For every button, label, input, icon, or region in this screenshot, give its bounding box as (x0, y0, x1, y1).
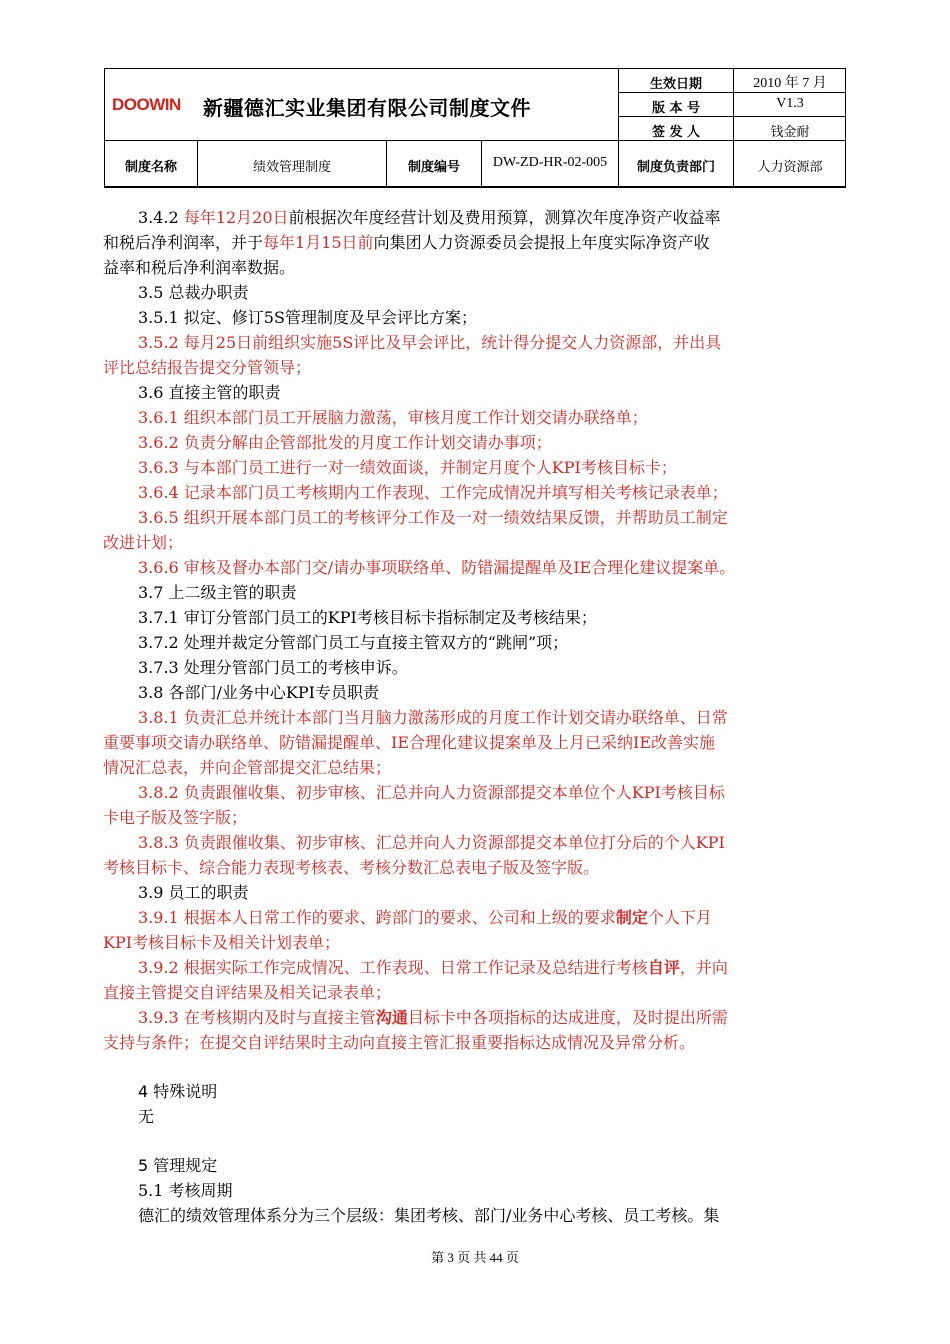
section-5-1-heading: 5.1 考核周期 (138, 1181, 233, 1200)
item-3-9-3-line-1: 3.9.3 在考核期内及时与直接主管沟通目标卡中各项指标的达成进度，及时提出所需 (138, 1008, 728, 1027)
section-3-7-heading: 3.7 上二级主管的职责 (138, 583, 297, 602)
version-label: 版 本 号 (651, 101, 701, 116)
item-3-8-3-line-1: 3.8.3 负责跟催收集、初步审核、汇总并向人力资源部提交本单位打分后的个人KPI (138, 833, 725, 852)
item-3-6-5-line-2: 改进计划； (103, 533, 184, 552)
responsible-dept-label: 制度负责部门 (636, 160, 715, 175)
section-4-body: 无 (138, 1107, 155, 1126)
item-3-8-1-line-3: 情况汇总表，并向企管部提交汇总结果； (103, 758, 392, 777)
para-3-4-2-line-1: 3.4.2 每年12月20日前根据次年度经营计划及费用预算，测算次年度净资产收益率 (138, 208, 721, 227)
effective-date-value: 2010 年 7 月 (753, 76, 827, 91)
item-3-6-1: 3.6.1 组织本部门员工开展脑力激荡，审核月度工作计划交请办联络单； (138, 408, 648, 427)
policy-name-value: 绩效管理制度 (252, 160, 331, 175)
company-logo: DOOWIN (112, 95, 181, 114)
item-3-8-3-line-2: 考核目标卡、综合能力表现考核表、考核分数汇总表电子版及签字版。 (103, 858, 600, 877)
item-3-7-3: 3.7.3 处理分管部门员工的考核申诉。 (138, 658, 408, 677)
issuer-label: 签 发 人 (651, 125, 701, 140)
item-3-6-6: 3.6.6 审核及督办本部门交/请办事项联络单、防错漏提醒单及IE合理化建议提案单。 (138, 558, 736, 577)
item-3-5-2-line-2: 评比总结报告提交分管领导； (103, 358, 312, 377)
page-number-footer: 第 3 页 共 44 页 (431, 1250, 519, 1265)
item-3-8-1-line-2: 重要事项交请办联络单、防错漏提醒单、IE合理化建议提案单及上月已采纳IE改善实施 (103, 733, 716, 752)
policy-number-label: 制度编号 (407, 160, 460, 175)
item-3-5-2-line-1: 3.5.2 每月25日前组织实施5S评比及早会评比，统计得分提交人力资源部，并出具 (138, 333, 722, 352)
effective-date-label: 生效日期 (649, 77, 702, 92)
version-value: V1.3 (776, 96, 804, 111)
item-3-6-5-line-1: 3.6.5 组织开展本部门员工的考核评分工作及一对一绩效结果反馈，并帮助员工制定 (138, 508, 728, 527)
section-4-heading: 4 特殊说明 (138, 1082, 218, 1101)
item-3-6-3: 3.6.3 与本部门员工进行一对一绩效面谈，并制定月度个人KPI考核目标卡； (138, 458, 677, 477)
para-3-4-2-line-2: 和税后净利润率，并于每年1月15日前向集团人力资源委员会提报上年度实际净资产收 (103, 233, 710, 252)
section-3-5-heading: 3.5 总裁办职责 (138, 283, 249, 302)
item-3-9-1-line-2: KPI考核目标卡及相关计划表单； (103, 933, 341, 952)
responsible-dept-value: 人力资源部 (757, 160, 823, 175)
section-3-9-heading: 3.9 员工的职责 (138, 883, 249, 902)
item-3-9-1-line-1: 3.9.1 根据本人日常工作的要求、跨部门的要求、公司和上级的要求制定个人下月 (138, 908, 712, 927)
para-3-4-2-line-3: 益率和税后净利润率数据。 (103, 258, 296, 277)
company-title: 新疆德汇实业集团有限公司制度文件 (203, 96, 531, 120)
item-3-7-2: 3.7.2 处理并裁定分管部门员工与直接主管双方的“跳闸”项； (138, 633, 569, 652)
item-3-9-3-line-2: 支持与条件；在提交自评结果时主动向直接主管汇报重要指标达成情况及异常分析。 (103, 1033, 696, 1052)
item-3-7-1: 3.7.1 审订分管部门员工的KPI考核目标卡指标制定及考核结果； (138, 608, 597, 627)
section-3-8-heading: 3.8 各部门/业务中心KPI专员职责 (138, 683, 379, 702)
policy-number-value: DW-ZD-HR-02-005 (492, 155, 608, 170)
section-5-heading: 5 管理规定 (138, 1156, 218, 1175)
item-3-8-1-line-1: 3.8.1 负责汇总并统计本部门当月脑力激荡形成的月度工作计划交请办联络单、日常 (138, 708, 728, 727)
issuer-value: 钱金耐 (770, 125, 810, 140)
item-3-8-2-line-1: 3.8.2 负责跟催收集、初步审核、汇总并向人力资源部提交本单位个人KPI考核目标 (138, 783, 725, 802)
section-5-1-paragraph: 德汇的绩效管理体系分为三个层级：集团考核、部门/业务中心考核、员工考核。集 (138, 1206, 720, 1225)
item-3-9-2-line-2: 直接主管提交自评结果及相关记录表单； (103, 983, 392, 1002)
item-3-9-2-line-1: 3.9.2 根据实际工作完成情况、工作表现、日常工作记录及总结进行考核自评，并向 (138, 958, 728, 977)
section-3-6-heading: 3.6 直接主管的职责 (138, 383, 281, 402)
item-3-8-2-line-2: 卡电子版及签字版； (103, 808, 248, 827)
policy-name-label: 制度名称 (124, 160, 177, 175)
item-3-6-4: 3.6.4 记录本部门员工考核期内工作表现、工作完成情况并填写相关考核记录表单； (138, 483, 728, 502)
item-3-5-1: 3.5.1 拟定、修订5S管理制度及早会评比方案； (138, 308, 477, 327)
item-3-6-2: 3.6.2 负责分解由企管部批发的月度工作计划交请办事项； (138, 433, 552, 452)
